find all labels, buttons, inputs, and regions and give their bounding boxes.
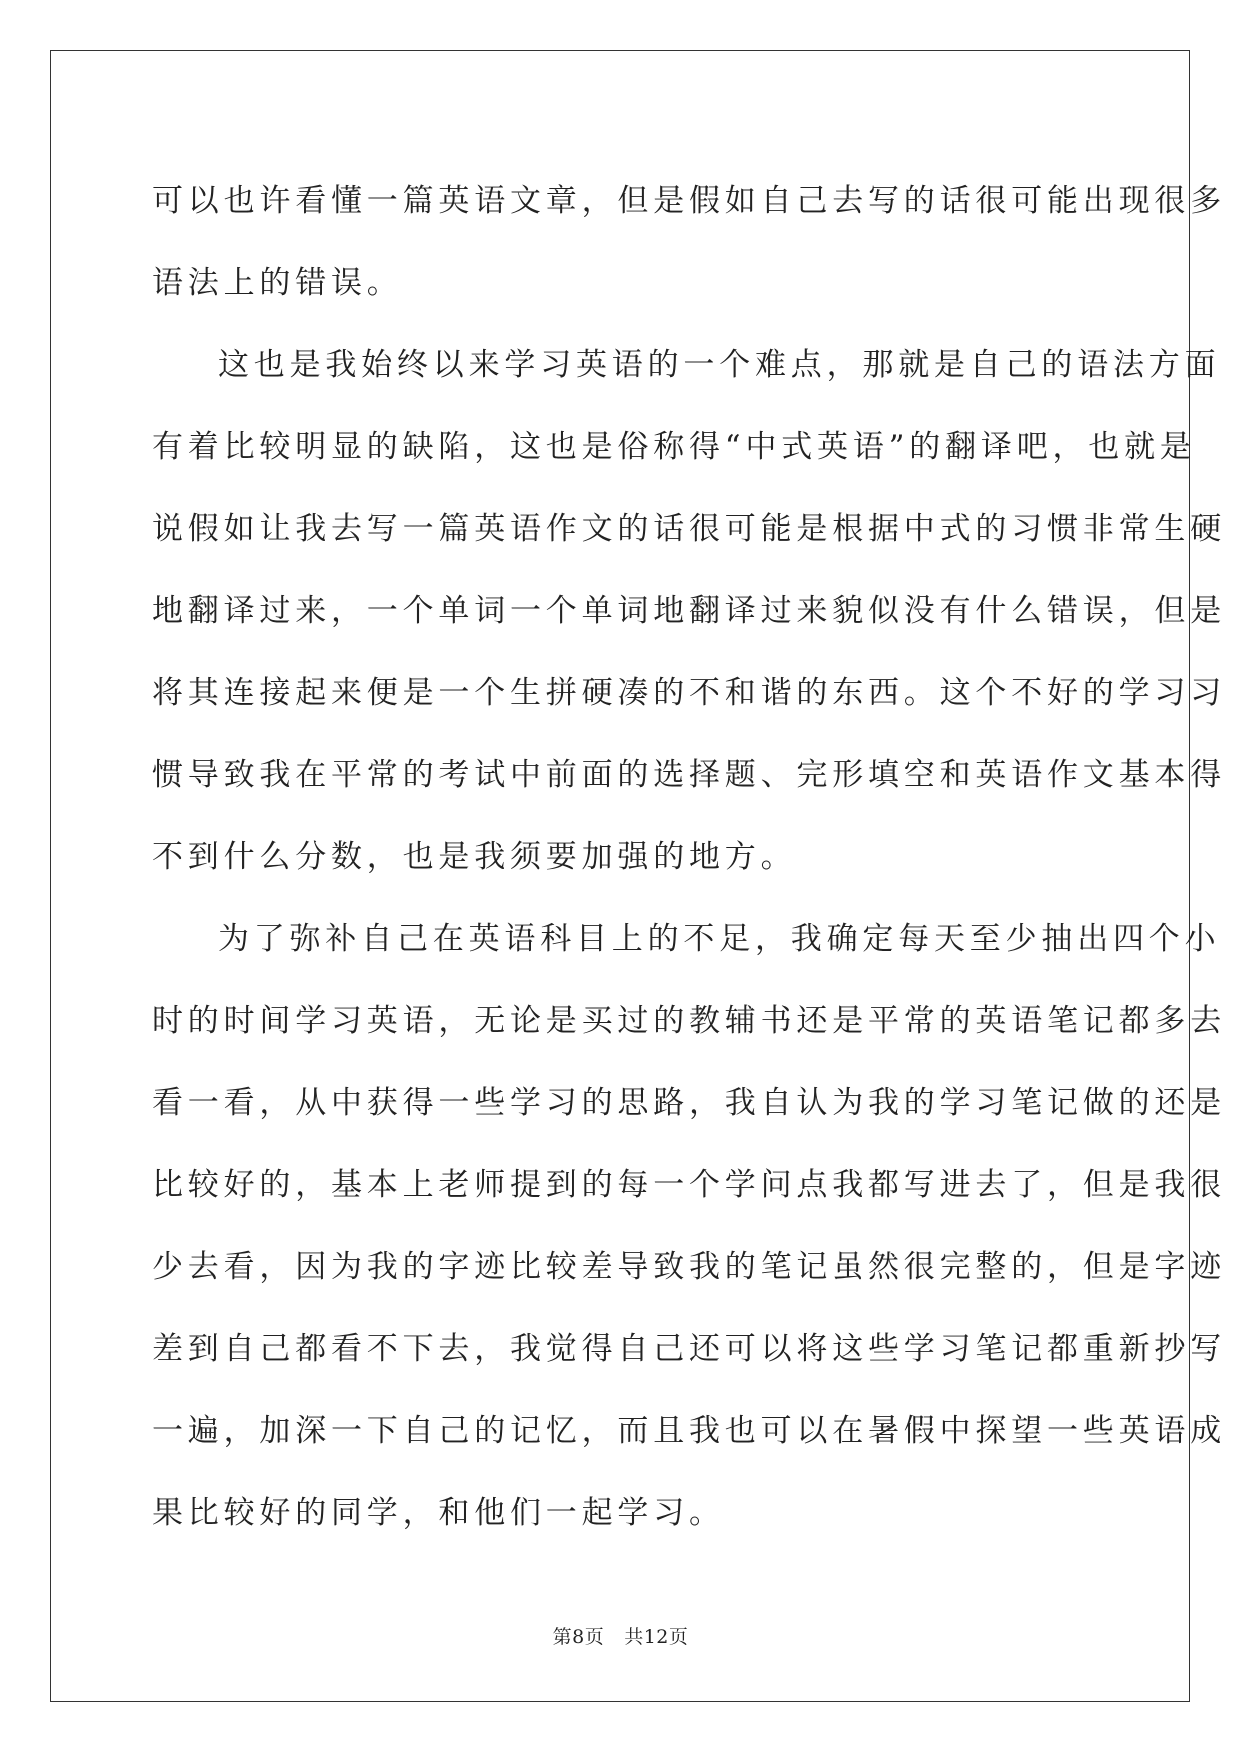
- text-line: 果比较好的同学，和他们一起学习。: [152, 1495, 725, 1531]
- document-body: [152, 160, 1226, 1554]
- text-line: 这也是我始终以来学习英语的一个难点，那就是自己的语法方面: [218, 347, 1221, 383]
- text-line: 可以也许看懂一篇英语文章，但是假如自己去写的话很可能出现很多: [152, 183, 1226, 219]
- page-number-total: 共12页: [624, 1626, 689, 1648]
- text-line: 看一看，从中获得一些学习的思路，我自认为我的学习笔记做的还是: [152, 1085, 1226, 1121]
- page-number-current: 第8页: [552, 1626, 605, 1648]
- text-line: 说假如让我去写一篇英语作文的话很可能是根据中式的习惯非常生硬: [152, 511, 1226, 547]
- text-line: 惯导致我在平常的考试中前面的选择题、完形填空和英语作文基本得: [152, 757, 1226, 793]
- text-line: 少去看，因为我的字迹比较差导致我的笔记虽然很完整的，但是字迹: [152, 1249, 1226, 1285]
- text-line: 为了弥补自己在英语科目上的不足，我确定每天至少抽出四个小: [218, 921, 1221, 957]
- text-line: 比较好的，基本上老师提到的每一个学问点我都写进去了，但是我很: [152, 1167, 1226, 1203]
- text-line: 语法上的错误。: [152, 265, 403, 301]
- text-line: 不到什么分数，也是我须要加强的地方。: [152, 839, 797, 875]
- text-line: 有着比较明显的缺陷，这也是俗称得“中式英语”的翻译吧，也就是: [152, 429, 1196, 465]
- text-line: 一遍，加深一下自己的记忆，而且我也可以在暑假中探望一些英语成: [152, 1413, 1226, 1449]
- text-line: 地翻译过来，一个单词一个单词地翻译过来貌似没有什么错误，但是: [152, 593, 1226, 629]
- text-line: 将其连接起来便是一个生拼硬凑的不和谐的东西。这个不好的学习习: [152, 675, 1226, 711]
- text-line: 时的时间学习英语，无论是买过的教辅书还是平常的英语笔记都多去: [152, 1003, 1226, 1039]
- page-footer: [0, 1622, 1241, 1649]
- text-line: 差到自己都看不下去，我觉得自己还可以将这些学习笔记都重新抄写: [152, 1331, 1226, 1367]
